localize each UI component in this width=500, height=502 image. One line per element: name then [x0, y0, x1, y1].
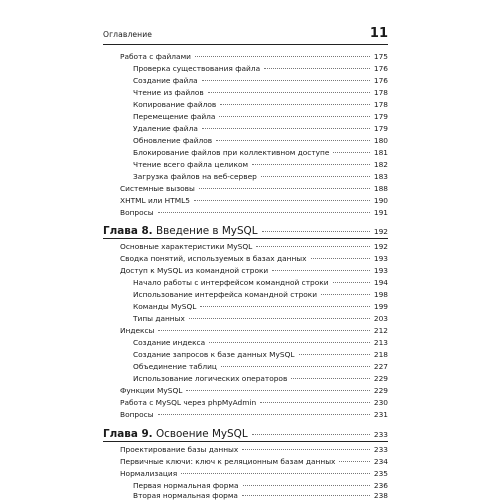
- dot-leader: [260, 402, 370, 403]
- toc-entry-page: 227: [373, 362, 388, 371]
- dot-leader: [333, 152, 369, 153]
- toc-entry-page: 176: [373, 76, 388, 85]
- dot-leader: [202, 128, 370, 129]
- chapter-label: Глава 8.: [103, 225, 153, 237]
- dot-leader: [219, 116, 369, 117]
- dot-leader: [158, 330, 370, 331]
- dot-leader: [311, 258, 370, 259]
- toc-entry[interactable]: [0, 87, 388, 99]
- toc-entry[interactable]: [0, 301, 388, 313]
- toc-entry[interactable]: [0, 99, 388, 111]
- dot-leader: [272, 270, 370, 271]
- toc-entry[interactable]: [0, 171, 388, 183]
- dot-leader: [264, 68, 370, 69]
- toc-entry-title: Начало работы с интерфейсом командной строки: [133, 278, 329, 287]
- toc-entry-page: 179: [373, 124, 388, 133]
- toc-entry[interactable]: [0, 63, 388, 75]
- toc-entry[interactable]: [0, 349, 388, 361]
- toc-entry[interactable]: [0, 111, 388, 123]
- toc-entry[interactable]: [0, 361, 388, 373]
- dot-leader: [220, 104, 370, 105]
- toc-entry-page: 183: [373, 172, 388, 181]
- chapter-page: 192: [373, 227, 388, 236]
- toc-entry-page: 190: [373, 196, 388, 205]
- toc-entry[interactable]: [0, 325, 388, 337]
- toc-entry-page: 229: [373, 374, 388, 383]
- toc-entry-title: XHTML или HTML5: [120, 196, 190, 205]
- toc-entry-page: 230: [373, 398, 388, 407]
- toc-entry-title: Использование интерфейса командной строки: [133, 290, 318, 299]
- toc-entry[interactable]: [0, 456, 388, 468]
- toc-entry-page: 176: [373, 64, 388, 73]
- toc-entry-title: Создание файла: [133, 76, 198, 85]
- toc-entry[interactable]: [0, 123, 388, 135]
- dot-leader: [291, 378, 370, 379]
- dot-leader: [181, 473, 370, 474]
- toc-entry-page: 199: [373, 302, 388, 311]
- toc-entry[interactable]: [0, 75, 388, 87]
- toc-entry-page: 198: [373, 290, 388, 299]
- toc-entry-page: 188: [373, 184, 388, 193]
- toc-entry[interactable]: [0, 195, 388, 207]
- toc-entry[interactable]: [0, 159, 388, 171]
- toc-entry[interactable]: [0, 385, 388, 397]
- dot-leader: [242, 449, 370, 450]
- toc-entry-title: Объединение таблиц: [133, 362, 217, 371]
- toc-entry-title: Обновление файлов: [133, 136, 213, 145]
- dot-leader: [321, 294, 370, 295]
- toc-entry-page: 236: [373, 481, 388, 490]
- dot-leader: [194, 200, 370, 201]
- dot-leader: [252, 434, 370, 435]
- dot-leader: [261, 176, 370, 177]
- toc-entry-title: Проектирование базы данных: [120, 445, 239, 454]
- toc-entry-title: Работа с MySQL через phpMyAdmin: [120, 398, 257, 407]
- dot-leader: [242, 495, 370, 496]
- dot-leader: [262, 231, 370, 232]
- dot-leader: [195, 56, 370, 57]
- toc-entry-page: 181: [373, 148, 388, 157]
- toc-entry-page: 193: [373, 254, 388, 263]
- chapter-heading[interactable]: [0, 224, 388, 239]
- toc-entry-title: Системные вызовы: [120, 184, 195, 193]
- toc-entry-title: Работа с файлами: [120, 52, 191, 61]
- dot-leader: [252, 164, 370, 165]
- toc-entry-page: 180: [373, 136, 388, 145]
- toc-entry-page: 178: [373, 100, 388, 109]
- chapter-heading-title: [103, 427, 248, 441]
- chapter-title: Освоение MySQL: [155, 428, 248, 440]
- toc-entry-page: 213: [373, 338, 388, 347]
- chapter-rule: [103, 238, 388, 239]
- toc-entry-title: Первичные ключи: ключ к реляционным базам данных: [120, 457, 336, 466]
- toc-entry-page: 193: [373, 266, 388, 275]
- page-number: 11: [369, 26, 388, 41]
- toc-entry-title: Вторая нормальная форма: [133, 491, 238, 500]
- toc-entry[interactable]: [0, 253, 388, 265]
- toc-entry-title: Вопросы: [120, 208, 154, 217]
- toc-entry-title: Сводка понятий, используемых в базах данных: [120, 254, 307, 263]
- toc-entry-page: 175: [373, 52, 388, 61]
- toc-entry-page: 203: [373, 314, 388, 323]
- dot-leader: [339, 461, 369, 462]
- dot-leader: [200, 306, 370, 307]
- dot-leader: [299, 354, 370, 355]
- dot-leader: [189, 318, 370, 319]
- toc-entry-title: Чтение всего файла целиком: [133, 160, 249, 169]
- toc-entry-title: Основные характеристики MySQL: [120, 242, 253, 251]
- dot-leader: [199, 188, 370, 189]
- toc-entry[interactable]: [0, 373, 388, 385]
- toc-entry[interactable]: [0, 51, 388, 63]
- toc-entry[interactable]: [0, 241, 388, 253]
- toc-entry-title: Типы данных: [133, 314, 185, 323]
- toc-entry-title: Удаление файла: [133, 124, 198, 133]
- toc-entry[interactable]: [0, 337, 388, 349]
- toc-entry-title: Чтение из файлов: [133, 88, 204, 97]
- dot-leader: [333, 282, 370, 283]
- toc-entry-title: Первая нормальная форма: [133, 481, 239, 490]
- toc-entry-title: Блокирование файлов при коллективном доступе: [133, 148, 330, 157]
- toc-entry[interactable]: [0, 289, 388, 301]
- dot-leader: [243, 485, 370, 486]
- toc-entry-title: Команды MySQL: [133, 302, 197, 311]
- dot-leader: [208, 92, 370, 93]
- toc-entry-title: Создание индекса: [133, 338, 206, 347]
- toc-entry[interactable]: [0, 135, 388, 147]
- toc-entry-title: Функции MySQL: [120, 386, 183, 395]
- toc-entry-title: Вопросы: [120, 410, 154, 419]
- toc-entry-page: 229: [373, 386, 388, 395]
- toc-entry-page: 235: [373, 469, 388, 478]
- toc-entry-title: Нормализация: [120, 469, 178, 478]
- dot-leader: [158, 212, 370, 213]
- toc-entry-title: Проверка существования файла: [133, 64, 261, 73]
- toc-entry[interactable]: [0, 468, 388, 480]
- dot-leader: [186, 390, 369, 391]
- dot-leader: [202, 80, 370, 81]
- dot-leader: [209, 342, 370, 343]
- chapter-label: Глава 9.: [103, 428, 153, 440]
- toc-entry-title: Создание запросов к базе данных MySQL: [133, 350, 295, 359]
- toc-entry-page: 194: [373, 278, 388, 287]
- toc-entry[interactable]: [0, 207, 388, 219]
- toc-entry-title: Использование логических операторов: [133, 374, 288, 383]
- toc-entry-page: 191: [373, 208, 388, 217]
- toc-entry[interactable]: [0, 444, 388, 456]
- toc-entry-page: 212: [373, 326, 388, 335]
- toc-entry[interactable]: [0, 313, 388, 325]
- toc-entry[interactable]: [0, 277, 388, 289]
- dot-leader: [216, 140, 370, 141]
- toc-entry[interactable]: [0, 147, 388, 159]
- toc-entry-page: 192: [373, 242, 388, 251]
- toc-entry-page: 238: [373, 491, 388, 500]
- toc-entry-title: Индексы: [120, 326, 155, 335]
- toc-entry[interactable]: [0, 409, 388, 421]
- dot-leader: [256, 246, 370, 247]
- chapter-page: 233: [373, 430, 388, 439]
- toc-entry-title: Перемещение файла: [133, 112, 216, 121]
- chapter-rule: [103, 441, 388, 442]
- toc-entry-title: Копирование файлов: [133, 100, 217, 109]
- toc-entry-page: 182: [373, 160, 388, 169]
- toc-entry[interactable]: [0, 490, 388, 502]
- chapter-title: Введение в MySQL: [155, 225, 258, 237]
- toc-entry-page: 233: [373, 445, 388, 454]
- toc-entry-page: 231: [373, 410, 388, 419]
- toc-entry-page: 178: [373, 88, 388, 97]
- toc-entry-page: 179: [373, 112, 388, 121]
- toc-entry[interactable]: [0, 183, 388, 195]
- toc-entry-page: 218: [373, 350, 388, 359]
- dot-leader: [221, 366, 370, 367]
- dot-leader: [158, 414, 370, 415]
- chapter-heading[interactable]: [0, 427, 388, 442]
- toc-entry-title: Доступ к MySQL из командной строки: [120, 266, 269, 275]
- toc-entry[interactable]: [0, 397, 388, 409]
- toc-entry[interactable]: [0, 265, 388, 277]
- chapter-heading-title: [103, 224, 258, 238]
- toc-entry-title: Загрузка файлов на веб-сервер: [133, 172, 257, 181]
- running-header-title: Оглавление: [103, 30, 153, 39]
- toc-entry-page: 234: [373, 457, 388, 466]
